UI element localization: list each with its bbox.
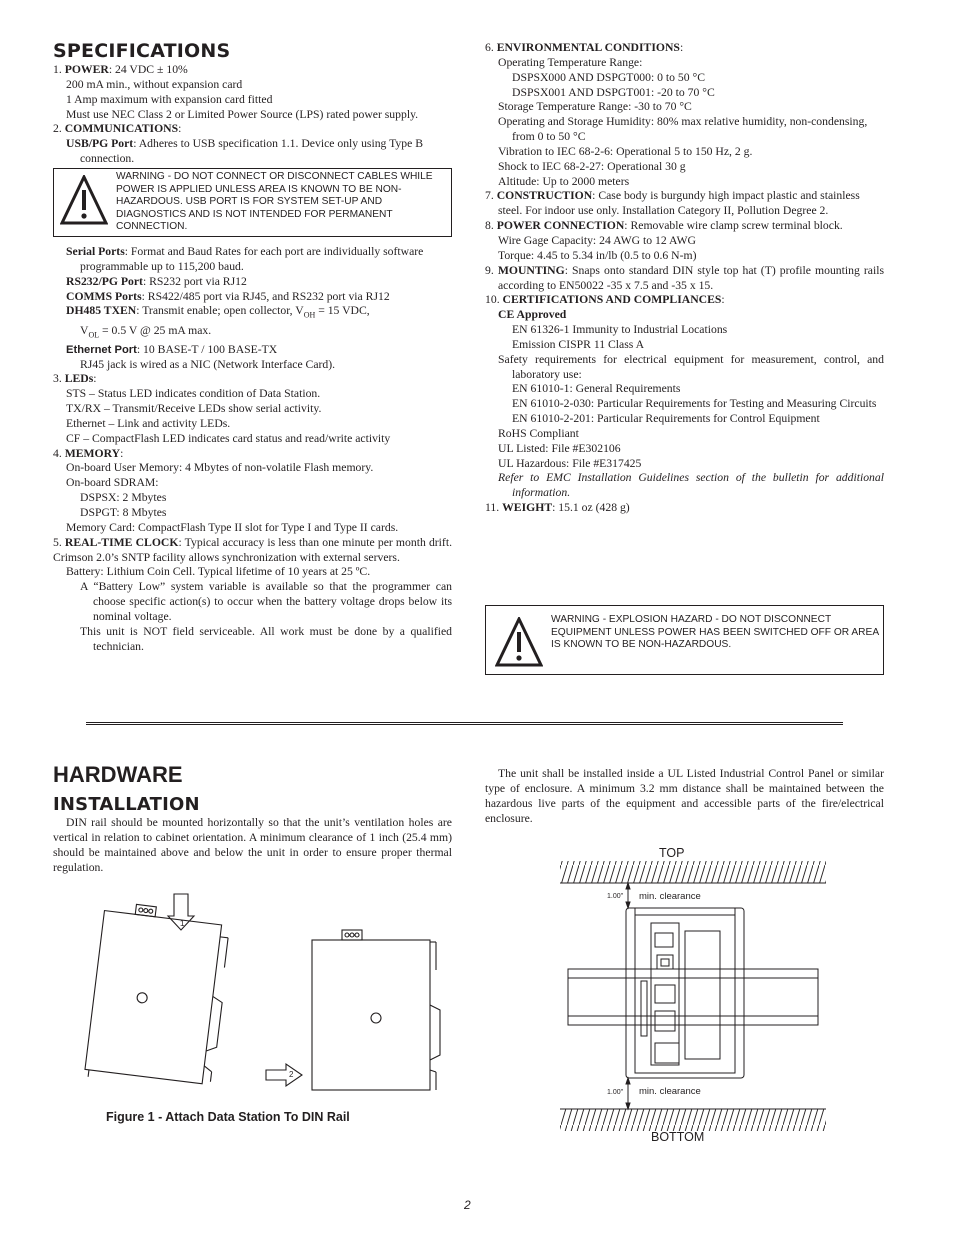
spec-leds: 3. LEDs: — [53, 372, 97, 386]
spec-weight: 11. WEIGHT: 15.1 oz (428 g) — [485, 501, 630, 515]
spec-cert-line: Safety requirements for electrical equipment for measurement, control, and laboratory use: — [498, 352, 884, 381]
spec-construction: 7. CONSTRUCTION: Case body is burgundy high impact plastic and stainless steel. For indoor use only. Installation Category II, Pollution Degree 2. — [485, 189, 860, 218]
spec-comms: COMMS Ports: RS422/485 port via RJ45, and RS232 port via RJ12 — [66, 289, 390, 303]
spec-env-line: Altitude: Up to 2000 meters — [498, 174, 630, 188]
spec-ce-approved: CE Approved — [498, 308, 567, 322]
warning-box-explosion — [485, 605, 884, 675]
spec-cert-line: UL Hazardous: File #E317425 — [498, 456, 642, 470]
specs-left-column-2 — [53, 245, 452, 654]
spec-power: 1. POWER: 24 VDC ± 10% — [53, 63, 188, 76]
figure1-caption: Figure 1 - Attach Data Station To DIN Rail — [106, 1110, 350, 1124]
arrow-2 — [266, 1064, 302, 1086]
spec-cert-line: UL Listed: File #E302106 — [498, 441, 621, 455]
warning-triangle-icon — [60, 175, 108, 225]
spec-env-line: Operating and Storage Humidity: 80% max relative humidity, non-condensing, from 0 to 50 °C — [498, 115, 868, 144]
spec-power-line: 1 Amp maximum with expansion card fitted — [66, 92, 273, 106]
spec-power-line: Must use NEC Class 2 or Limited Power Source (LPS) rated power supply. — [66, 107, 419, 121]
spec-memory: 4. MEMORY: — [53, 446, 124, 460]
section-divider — [86, 722, 843, 725]
spec-certifications: 10. CERTIFICATIONS AND COMPLIANCES: — [485, 293, 725, 307]
arrow-1-label: 1 — [180, 919, 185, 928]
dim-arrows — [626, 883, 630, 1109]
spec-usb: USB/PG Port: Adheres to USB specification 1.1. Device only using Type B connection. — [66, 137, 424, 166]
spec-led-line: TX/RX – Transmit/Receive LEDs show serial activity. — [66, 402, 322, 416]
spec-power-line: 200 mA min., without expansion card — [66, 77, 243, 91]
spec-rtc-line: Battery: Lithium Coin Cell. Typical lifetime of 10 years at 25 ºC. — [66, 565, 371, 579]
warning-triangle-icon — [495, 617, 543, 667]
spec-cert-line: EN 61010-2-030: Particular Requirements for Testing and Measuring Circuits — [512, 397, 877, 411]
spec-rtc: 5. REAL-TIME CLOCK: Typical accuracy is less than one minute per month drift. Crimson 2.0’s SNTP facility allows synchronization with external servers. — [53, 535, 452, 564]
bottom-hatch — [560, 1109, 826, 1131]
spec-cert-line: EN 61326-1 Immunity to Industrial Locations — [512, 323, 728, 337]
spec-memory-line: Memory Card: CompactFlash Type II slot for Type I and Type II cards. — [66, 520, 399, 534]
spec-ethernet: Ethernet Port: 10 BASE-T / 100 BASE-TX — [66, 342, 278, 356]
spec-memory-line: On-board SDRAM: — [66, 476, 159, 490]
spec-mounting: 9. MOUNTING: Snaps onto standard DIN style top hat (T) profile mounting rails according to EN50022 -35 x 7.5 and -35 x 15. — [485, 263, 884, 292]
spec-dh485: DH485 TXEN: Transmit enable; open collector, $V_{OH} = 15$ VDC, — [66, 304, 370, 320]
spec-rs232: RS232/PG Port: RS232 port via RJ12 — [66, 274, 247, 288]
spec-serial: Serial Ports: Format and Baud Rates for each port are individually software programmable up to 115,200 baud. — [66, 245, 424, 273]
hardware-heading: HARDWARE — [53, 762, 183, 787]
din-rail — [568, 969, 818, 1025]
spec-cert-line: Emission CISPR 11 Class A — [512, 337, 645, 351]
installation-paragraph: DIN rail should be mounted horizontally so that the unit’s ventilation holes are vertical in relation to cabinet orientation. A minimum clearance of 1 inch (25.4 mm) should be maintained above and below the unit in order to ensure proper thermal regulation. — [53, 816, 452, 874]
spec-vol: $V_{OL} = 0.5$ V @ 25 mA max. — [80, 323, 212, 339]
spec-env-line: Vibration to IEC 68-2-6: Operational 5 to 150 Hz, 2 g. — [498, 144, 753, 158]
spec-env-line: DSPSX000 AND DSPGT000: 0 to 50 °C — [512, 70, 706, 84]
specs-right-column — [485, 41, 884, 516]
dim-bottom-label: 1.00" — [607, 1089, 624, 1096]
spec-cert-line: EN 61010-2-201: Particular Requirements for Control Equipment — [512, 412, 820, 426]
spec-cert-line: EN 61010-1: General Requirements — [512, 382, 681, 396]
spec-cert-note: Refer to EMC Installation Guidelines section of the bulletin for additional information. — [498, 471, 884, 500]
top-hatch — [560, 861, 826, 883]
data-station-tilted — [84, 901, 233, 1092]
spec-env-line: Storage Temperature Range: -30 to 70 °C — [498, 100, 692, 114]
specs-left-column — [53, 63, 452, 167]
spec-memory-line: DSPGT: 8 Mbytes — [80, 506, 167, 519]
warning-text: WARNING - DO NOT CONNECT OR DISCONNECT CABLES WHILE POWER IS APPLIED UNLESS AREA IS KNOWN TO BE NON-HAZARDOUS. USB PORT IS FOR SYSTEM SET-UP AND DIAGNOSTICS AND IS NOT INTENDED FOR PERMANENT CONNECTION. — [116, 171, 433, 232]
spec-rtc-line: This unit is NOT field serviceable. All work must be done by a qualified technician. — [80, 624, 452, 653]
data-station-front — [626, 908, 744, 1078]
spec-memory-line: On-board User Memory: 4 Mbytes of non-volatile Flash memory. — [66, 461, 374, 475]
spec-environmental: 6. ENVIRONMENTAL CONDITIONS: — [485, 41, 684, 54]
spec-led-line: STS – Status LED indicates condition of Data Station. — [66, 387, 321, 401]
figure1-drawing — [80, 890, 460, 1100]
page-number: 2 — [464, 1198, 471, 1212]
spec-communications: 2. COMMUNICATIONS: — [53, 122, 182, 136]
data-station-upright — [312, 930, 440, 1090]
specifications-heading: SPECIFICATIONS — [53, 40, 231, 62]
spec-power-connection: 8. POWER CONNECTION: Removable wire clamp screw terminal block. — [485, 219, 843, 233]
spec-env-line: Operating Temperature Range: — [498, 55, 643, 69]
spec-cert-line: RoHS Compliant — [498, 426, 579, 440]
top-label: TOP — [659, 846, 685, 860]
spec-rtc-line: A “Battery Low” system variable is available so that the programmer can choose specific action(s) to occur when the battery voltage drops below its nominal voltage. — [80, 580, 452, 623]
spec-led-line: Ethernet – Link and activity LEDs. — [66, 416, 231, 430]
spec-memory-line: DSPSX: 2 Mbytes — [80, 491, 167, 505]
arrow-2-label: 2 — [289, 1070, 294, 1079]
dim-top-label: 1.00" — [607, 893, 624, 900]
clearance-bottom-label: min. clearance — [639, 1086, 701, 1097]
spec-ethernet-line: RJ45 jack is wired as a NIC (Network Interface Card). — [80, 357, 336, 371]
enclosure-paragraph: The unit shall be installed inside a UL Listed Industrial Control Panel or similar type of enclosure. A minimum 3.2 mm distance shall be maintained between the hazardous live parts of the equipment and accessible parts of the fire/electrical enclosure. — [485, 767, 884, 825]
installation-heading: INSTALLATION — [53, 794, 200, 815]
clearance-diagram — [555, 845, 885, 1135]
spec-env-line: Shock to IEC 68-2-27: Operational 30 g — [498, 159, 686, 173]
spec-pc-line: Torque: 4.45 to 5.34 in/lb (0.5 to 0.6 N-m) — [498, 248, 697, 262]
bottom-label: BOTTOM — [651, 1130, 705, 1144]
warning-box-cables — [53, 168, 452, 237]
spec-env-line: DSPSX001 AND DSPGT001: -20 to 70 °C — [512, 85, 715, 99]
warning-text: WARNING - EXPLOSION HAZARD - DO NOT DISCONNECT EQUIPMENT UNLESS POWER HAS BEEN SWITCHED OFF OR AREA IS KNOWN TO BE NON-HAZARDOUS. — [551, 614, 879, 650]
clearance-top-label: min. clearance — [639, 891, 701, 902]
spec-pc-line: Wire Gage Capacity: 24 AWG to 12 AWG — [498, 233, 696, 247]
spec-led-line: CF – CompactFlash LED indicates card status and read/write activity — [66, 431, 391, 445]
